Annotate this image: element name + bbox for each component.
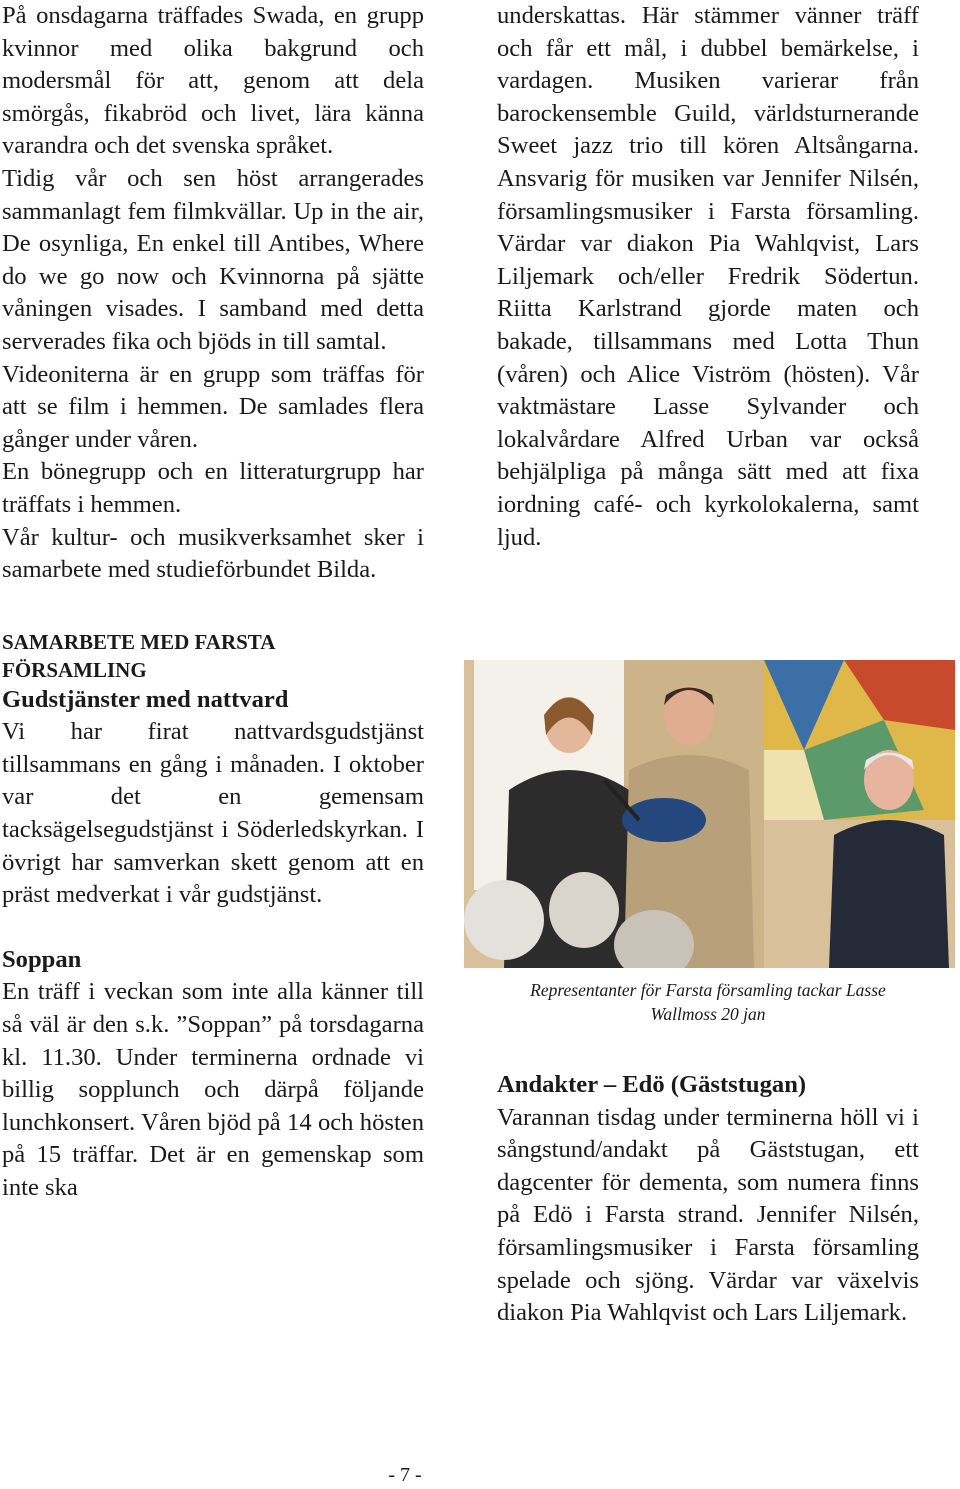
section-heading-cooperation: SAMARBETE MED FARSTA FÖRSAMLING	[2, 629, 275, 682]
right-column-lower	[497, 1069, 919, 1330]
photo-caption: Representanter för Farsta församling tackar Lasse Wallmoss 20 jan	[530, 980, 886, 1024]
heading-devotions: Andakter – Edö (Gäststugan)	[497, 1071, 807, 1098]
heading-communion: Gudstjänster med nattvard	[2, 685, 289, 713]
paragraph-prayer-group: En bönegrupp och en litteraturgrupp har träffats i hemmen.	[2, 458, 424, 518]
paragraph-soup: En träff i veckan som inte alla känner till så väl är den s.k. ”Soppan” på torsdagarna kl. 11.30. Under terminerna ordnade vi billig sopplunch och därpå följande lunchkonsert. Våren bjöd på 14 och hösten på 15 träffar. Det är en gemenskap som inte ska	[2, 978, 424, 1201]
left-column	[2, 0, 424, 1205]
photo-farsta-representatives	[464, 660, 955, 968]
right-column	[497, 0, 919, 554]
paragraph-swada: På onsdagarna träffades Swada, en grupp kvinnor med olika bakgrund och modersmål för att, genom att dela smörgås, fikabröd och livet, lära känna varandra och det svenska språket.	[2, 2, 424, 160]
paragraph-film-evenings: Tidig vår och sen höst arrangerades sammanlagt fem filmkvällar. Up in the air, De osynliga, En enkel till Antibes, Where do we go now och Kvinnorna på sjätte våningen visades. I samband med detta serverades fika och bjöds in till samtal.	[2, 164, 424, 355]
photo-illustration	[464, 660, 955, 968]
paragraph-videoniterna: Videoniterna är en grupp som träffas för att se film i hemmen. De samlades flera gånger under våren.	[2, 360, 424, 453]
paragraph-soup-continued: underskattas. Här stämmer vänner träff och får ett mål, i dubbel bemärkelse, i vardagen. Musiken varierar från barockensemble Guild, världsturnerande Sweet jazz trio till kören Altsångarna. Ansvarig för musiken var Jennifer Nilsén, församlingsmusiker i Farsta församling. Värdar var diakon Pia Wahlqvist, Lars Liljemark och/eller Fredrik Södertun. Riitta Karlstrand gjorde maten och bakade, tillsammans med Lotta Thun (våren) och Alice Viström (hösten). Vår vaktmästare Lasse Sylvander och lokalvårdare Alfred Urban var också behjälpliga på många sätt med att fixa iordning café- och kyrkolokalerna, samt ljud.	[497, 2, 919, 551]
spacer	[2, 912, 424, 944]
heading-soup: Soppan	[2, 945, 82, 973]
paragraph-devotions: Varannan tisdag under terminerna höll vi i sångstund/andakt på Gäststugan, ett dagcenter för dementa, som numera finns på Edö i Farsta strand. Jennifer Nilsén, församlingsmusiker i Farsta församling spelade och sjöng. Värdar var växelvis diakon Pia Wahlqvist och Lars Liljemark.	[497, 1103, 919, 1327]
page-number: - 7 -	[388, 1464, 422, 1486]
paragraph-culture: Vår kultur- och musikverksamhet sker i samarbete med studieförbundet Bilda.	[2, 523, 424, 584]
spacer	[2, 587, 424, 628]
paragraph-communion: Vi har firat nattvardsgudstjänst tillsammans en gång i månaden. I oktober var det en gemensam tacksägelsegudstjänst i Söderledskyrkan. I övrigt har samverkan skett genom att en präst medverkat i vår gudstjänst.	[2, 718, 424, 909]
